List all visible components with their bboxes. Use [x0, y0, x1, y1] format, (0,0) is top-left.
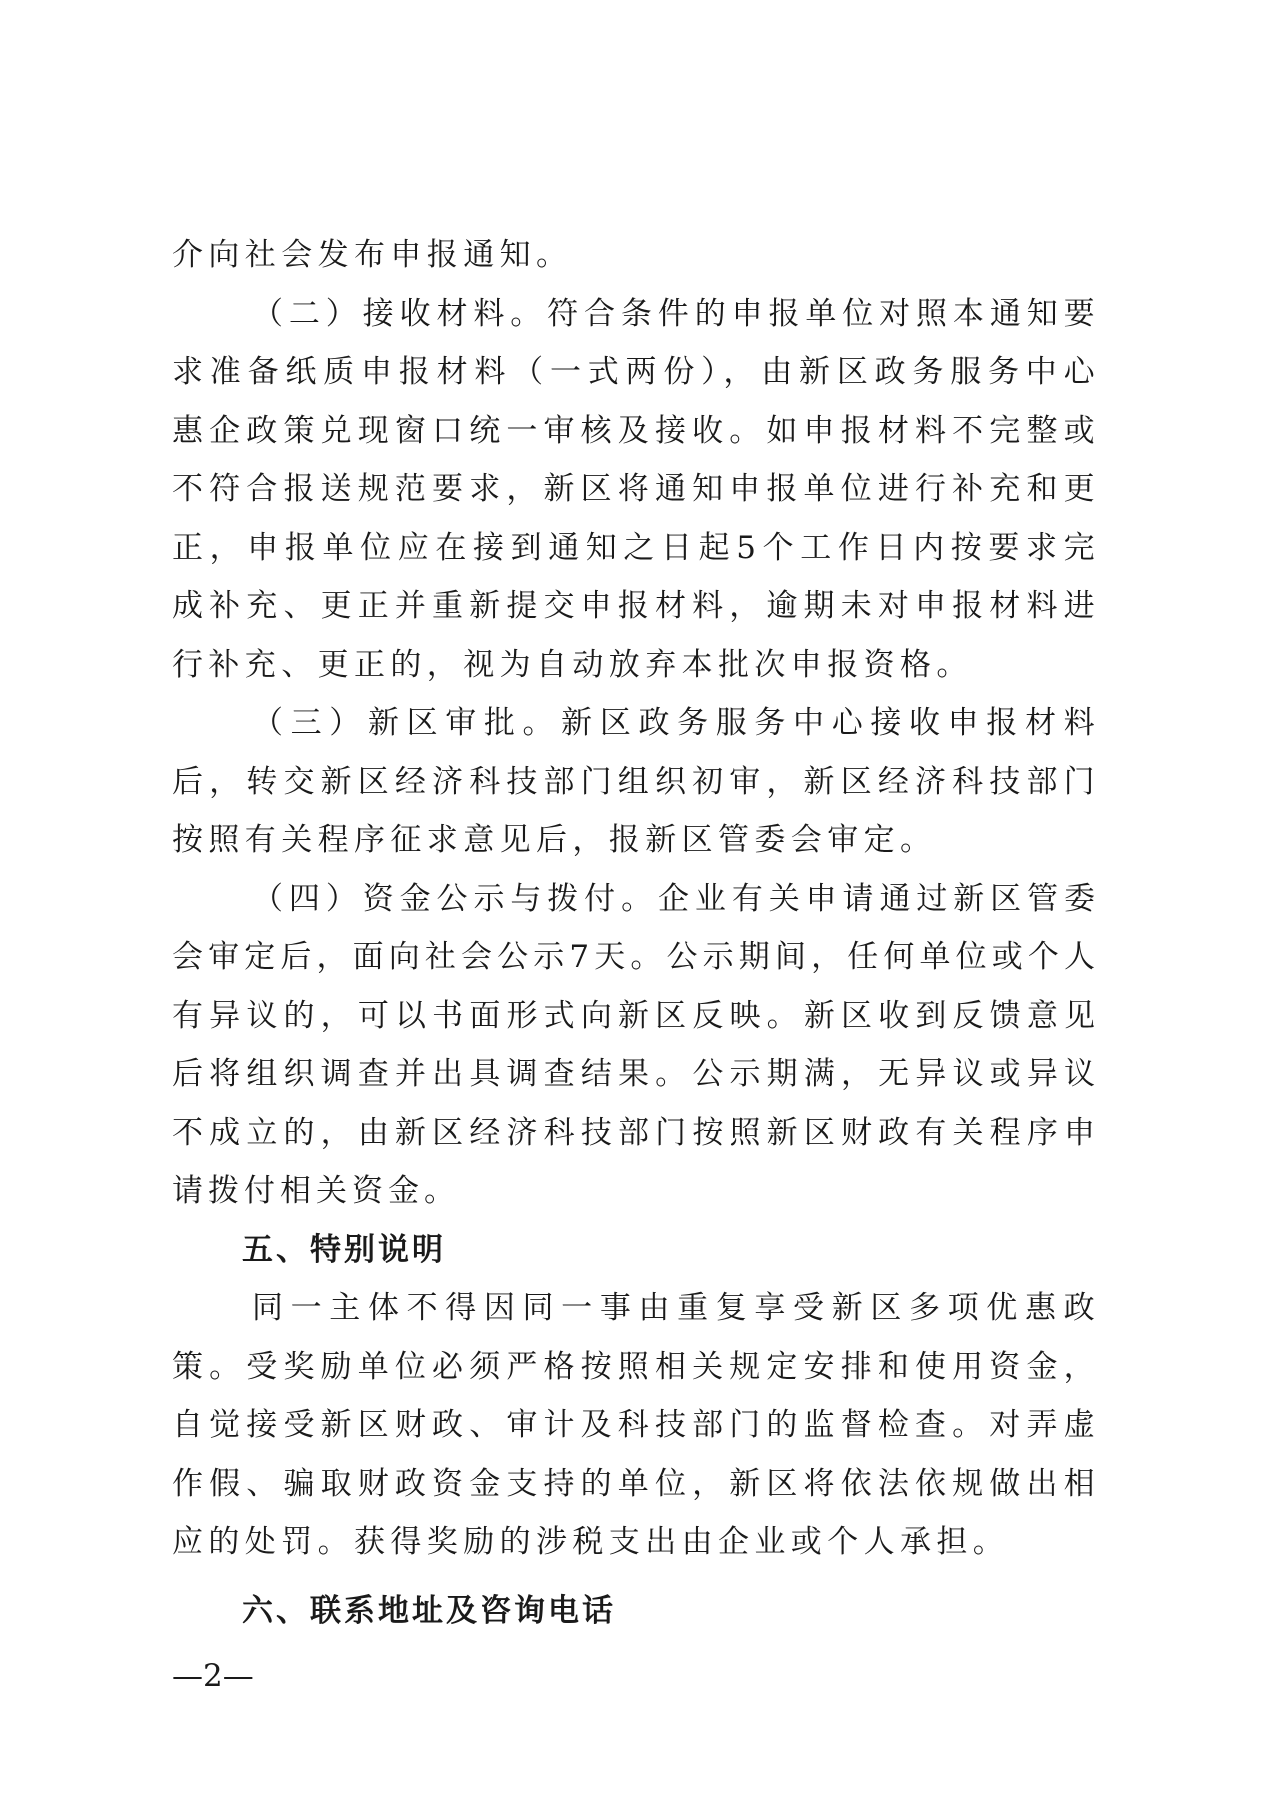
document-body — [172, 226, 1100, 1640]
paragraph-funding-disclosure: （四）资金公示与拨付。企业有关申请通过新区管委会审定后，面向社会公示7天。公示期间，任何单位或个人有异议的，可以书面形式向新区反映。新区收到反馈意见后将组织调查并出具调查结果。公示期满，无异议或异议不成立的，由新区经济科技部门按照新区财政有关程序申请拨付相关资金。 — [172, 880, 1100, 1209]
section-heading-special-notes: 五、特别说明 — [242, 1231, 446, 1268]
paragraph-special-notes: 同一主体不得因同一事由重复享受新区多项优惠政策。受奖励单位必须严格按照相关规定安排和使用资金，自觉接受新区财政、审计及科技部门的监督检查。对弄虚作假、骗取财政资金支持的单位，新区将依法依规做出相应的处罚。获得奖励的涉税支出由企业或个人承担。 — [172, 1290, 1100, 1560]
page-number: —2— — [172, 1658, 254, 1694]
section-heading-contact: 六、联系地址及咨询电话 — [242, 1592, 616, 1629]
paragraph-continuation: 介向社会发布申报通知。 — [172, 237, 573, 273]
paragraph-receive-materials: （二）接收材料。符合条件的申报单位对照本通知要求准备纸质申报材料（一式两份），由新区政务服务中心惠企政策兑现窗口统一审核及接收。如申报材料不完整或不符合报送规范要求，新区将通知申报单位进行补充和更正，申报单位应在接到通知之日起5个工作日内按要求完成补充、更正并重新提交申报材料，逾期未对申报材料进行补充、更正的，视为自动放弃本批次申报资格。 — [172, 295, 1100, 683]
paragraph-approval: （三）新区审批。新区政务服务中心接收申报材料后，转交新区经济科技部门组织初审，新区经济科技部门按照有关程序征求意见后，报新区管委会审定。 — [172, 705, 1100, 858]
